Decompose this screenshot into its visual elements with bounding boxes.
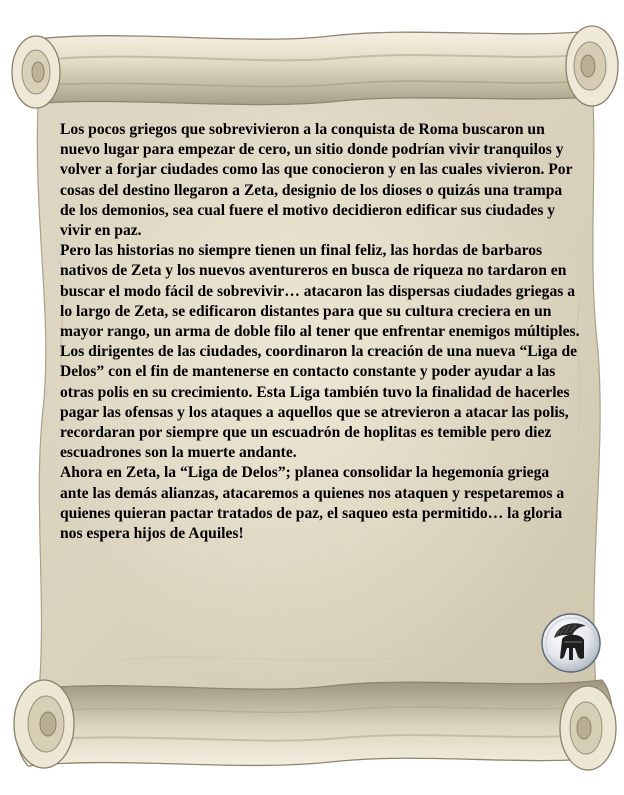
bottom-scroll-roll	[14, 680, 616, 770]
story-paragraph: Pero las historias no siempre tienen un final feliz, las hordas de barbaros nativos de Zeta y los nuevos aventureros en busca de riqueza no tardaron en buscar el modo fácil de sobrevivir… atacaron las dispersas ciudades griegas a lo largo de Zeta, se edificaron distantes para que su cultura creciera en un mayor rango, un arma de doble filo al tener que enfrentar enemigos múltiples.	[60, 242, 580, 341]
top-scroll-roll	[12, 26, 618, 108]
story-text	[60, 120, 580, 544]
story-paragraph: Los dirigentes de las ciudades, coordinaron la creación de una nueva “Liga de Delos” con el fin de mantenerse en contacto constante y poder ayudar a las otras polis en su crecimiento. Esta Liga también tuvo la finalidad de hacerles pagar las ofensas y los ataques a aquellos que se atrevieron a atacar las polis, recordaran por siempre que un escuadrón de hoplitas es temible pero diez escuadrones son la muerte andante.	[60, 343, 578, 462]
spartan-helmet-icon	[540, 612, 602, 674]
story-paragraph: Los pocos griegos que sobrevivieron a la conquista de Roma buscaron un nuevo lugar para empezar de cero, un sitio donde podrían vivir tranquilos y volver a forjar ciudades como las que conocieron y en las cuales vivieron. Por cosas del destino llegaron a Zeta, designio de los dioses o quizás una trampa de los demonios, sea cual fuere el motivo decidieron edificar sus ciudades y vivir en paz.	[60, 121, 573, 240]
story-paragraph: Ahora en Zeta, la “Liga de Delos”; planea consolidar la hegemonía griega ante las demás alianzas, atacaremos a quienes nos ataquen y respetaremos a quienes quieran pactar tratados de paz, el saqueo esta permitido… la gloria nos espera hijos de Aquiles!	[60, 464, 565, 543]
